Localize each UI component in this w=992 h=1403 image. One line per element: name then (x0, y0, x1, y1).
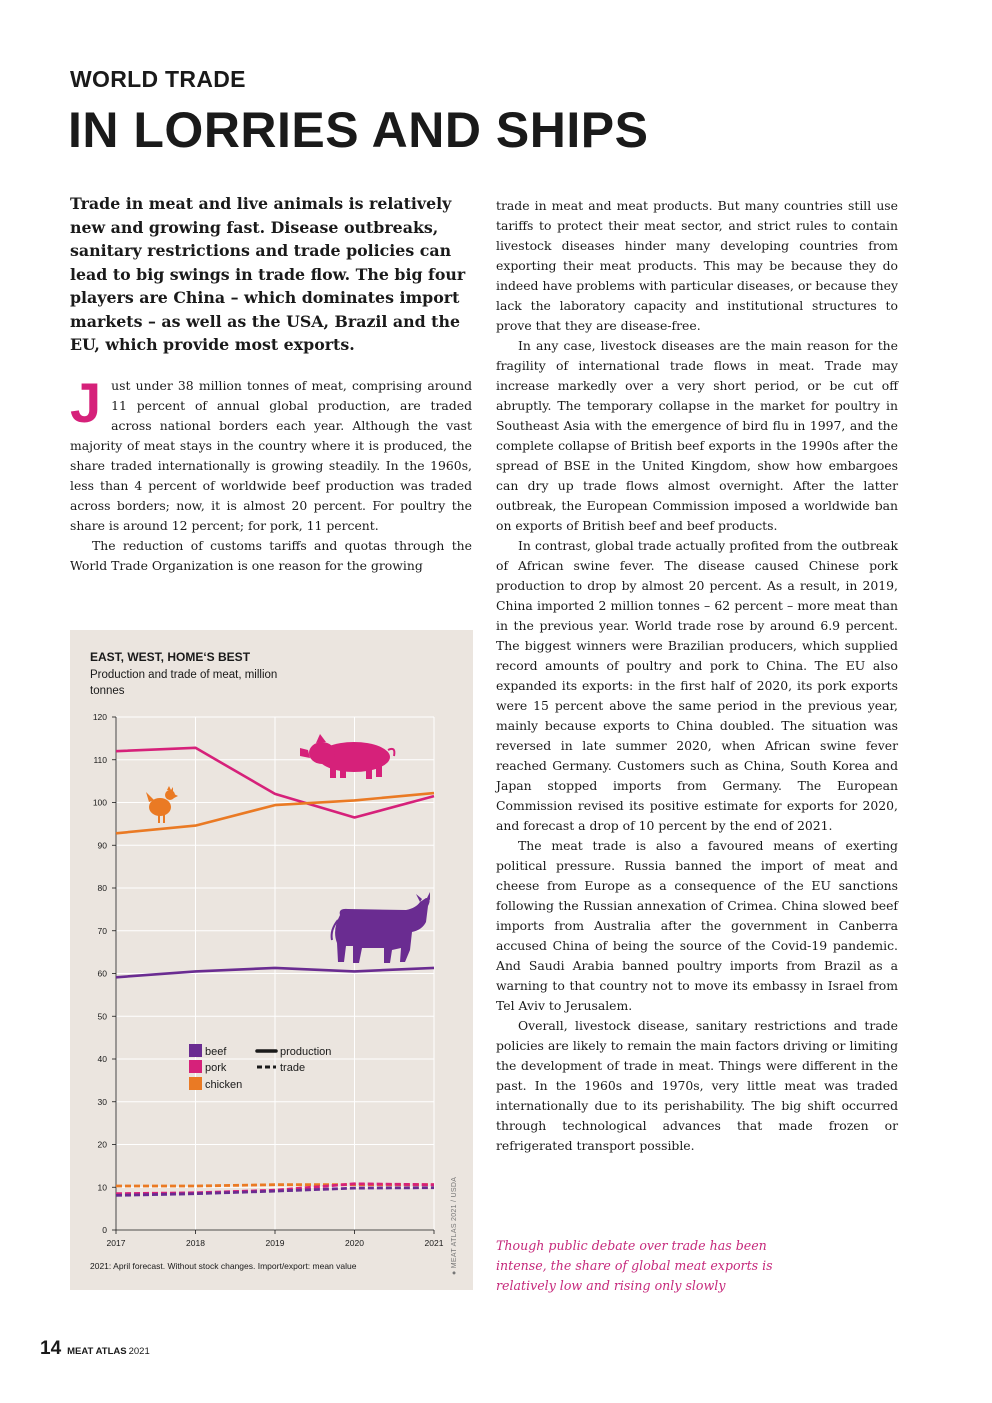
legend-chicken-swatch (189, 1077, 202, 1090)
y-tick-label: 90 (97, 840, 107, 851)
kicker: WORLD TRADE (70, 66, 246, 92)
body-paragraph-4: In any case, livestock diseases are the main reason for the fragility of international trade flows in meat. Trade may increase markedly over a very short period, or be cut off abruptly. The temporary collapse in the market for poultry in Southeast Asia with the emergence of bird flu in 1997, and the complete collapse of British beef exports in the 1990s after the spread of BSE in the United Kingdom, show how embargoes can dry up trade flows almost overnight. After the latter outbreak, the European Commission imposed a worldwide ban on exports of British beef and beef products. (496, 338, 898, 533)
legend-chicken-label: chicken (205, 1079, 243, 1091)
page-footer (40, 1338, 150, 1360)
y-tick-label: 100 (92, 797, 107, 808)
legend-pork-swatch (189, 1060, 202, 1073)
x-tick-label: 2020 (345, 1238, 364, 1248)
y-tick-label: 20 (97, 1139, 107, 1150)
lead-paragraph: Trade in meat and live animals is relatively new and growing fast. Disease outbreaks, sanitary restrictions and trade policies can lead to big swings in trade flow. The big four players are China – which dominates import markets – as well as the USA, Brazil and the EU, which provide most exports. (70, 194, 466, 354)
body-paragraph-6: The meat trade is also a favoured means of exerting political pressure. Russia banned the import of meat and cheese from Europe as a consequence of the EU sanctions following the Russian annexation of Crimea. China slowed beef imports from Australia after the government in Canberra accused China of being the source of the Covid-19 pandemic. And Saudi Arabia banned poultry imports from Brazil as a warning to that country not to move its embassy in Israel from Tel Aviv to Jerusalem. (496, 838, 898, 1013)
chart-caption: Though public debate over trade has been intense, the share of global meat exports is relatively low and rising only slowly (496, 1238, 773, 1293)
legend-beef-swatch (189, 1044, 202, 1057)
legend-beef-label: beef (205, 1046, 227, 1058)
copyright-icon: ● (451, 1270, 458, 1275)
x-tick-label: 2021 (424, 1238, 444, 1248)
x-tick-label: 2017 (106, 1238, 126, 1248)
x-tick-label: 2018 (186, 1238, 205, 1248)
y-tick-label: 50 (97, 1011, 107, 1022)
y-tick-label: 70 (97, 925, 107, 936)
y-tick-label: 10 (97, 1182, 107, 1193)
publication-name: MEAT ATLAS (67, 1346, 127, 1357)
line-chart (70, 630, 473, 1290)
y-tick-label: 80 (97, 883, 107, 893)
chart-panel (70, 630, 473, 1290)
body-paragraph-7: Overall, livestock disease, sanitary restrictions and trade policies are likely to remain the main factors driving or limiting the development of trade in meat. Things were different in the past. In the 1960s and 1970s, very little meat was traded internationally due to its perishability. The big shift occurred through technological advances that made frozen or refrigerated transport possible. (496, 1018, 898, 1153)
headline: IN LORRIES AND SHIPS (68, 102, 649, 158)
column-left (70, 371, 472, 576)
chart-grid (93, 712, 444, 1248)
chart-legend (189, 1044, 331, 1091)
y-tick-label: 0 (102, 1225, 107, 1235)
chicken-icon (146, 786, 178, 823)
chart-subtitle: Production and trade of meat, million tonnes (90, 669, 278, 697)
column-right (496, 196, 898, 1156)
x-tick-label: 2019 (265, 1238, 285, 1248)
body-paragraph-5: In contrast, global trade actually profited from the outbreak of African swine fever. The disease caused Chinese pork production to drop by almost 20 percent. As a result, in 2019, China imported 2 million tonnes – 62 percent – more meat than in the previous year. World trade rose by around 6.9 percent. The biggest winners were Brazilian producers, which supplied record amounts of poultry and pork to China. The EU also expanded its exports: in the first half of 2020, its pork exports were 15 percent above the same period in the previous year, mainly because exports to China doubled. The situation was reversed in late summer 2020, when African swine fever reached Germany. Customers such as China, South Korea and Japan stopped imports from Germany. The European Commission revised its positive estimate for exports for 2020, and forecast a drop of 10 percent by the end of 2021. (496, 538, 898, 833)
publication-year: 2021 (128, 1346, 150, 1357)
chart-footnote: 2021: April forecast. Without stock changes. Import/export: mean value (90, 1261, 357, 1271)
pig-icon (300, 734, 394, 779)
y-tick-label: 30 (97, 1096, 107, 1107)
chart-title: EAST, WEST, HOME‘S BEST (90, 650, 251, 664)
drop-cap: J (70, 371, 102, 434)
body-paragraph-1-text: ust under 38 million tonnes of meat, comprising around 11 percent of annual global production, are traded across national borders each year. Although the vast majority of meat stays in the country where it is produced, the share traded internationally is growing steadily. In the 1960s, less than 4 percent of worldwide beef production was traded across borders; now, it is almost 20 percent. For poultry the share is around 12 percent; for pork, 11 percent. (70, 378, 472, 533)
chart-source (451, 1177, 458, 1275)
body-paragraph-2: The reduction of customs tariffs and quotas through the World Trade Organization is one reason for the growing (70, 538, 472, 573)
y-tick-label: 120 (92, 712, 107, 722)
legend-pork-label: pork (205, 1062, 227, 1074)
legend-production-label: production (280, 1046, 332, 1058)
body-paragraph-3: trade in meat and meat products. But many countries still use tariffs to protect their meat sector, and strict rules to contain livestock diseases hinder many developing countries from exporting their meat products. This may be because they do indeed have problems with particular diseases, or because they lack the laboratory capacity and institutional structures to prove that they are disease-free. (496, 198, 898, 333)
y-tick-label: 110 (93, 754, 107, 765)
chart-source-text: MEAT ATLAS 2021 / USDA (451, 1176, 458, 1269)
legend-trade-label: trade (280, 1062, 306, 1074)
y-tick-label: 60 (97, 968, 107, 979)
page-number: 14 (40, 1338, 62, 1359)
body-paragraph-1 (70, 371, 472, 536)
cow-icon (332, 892, 430, 963)
y-tick-label: 40 (97, 1054, 107, 1064)
